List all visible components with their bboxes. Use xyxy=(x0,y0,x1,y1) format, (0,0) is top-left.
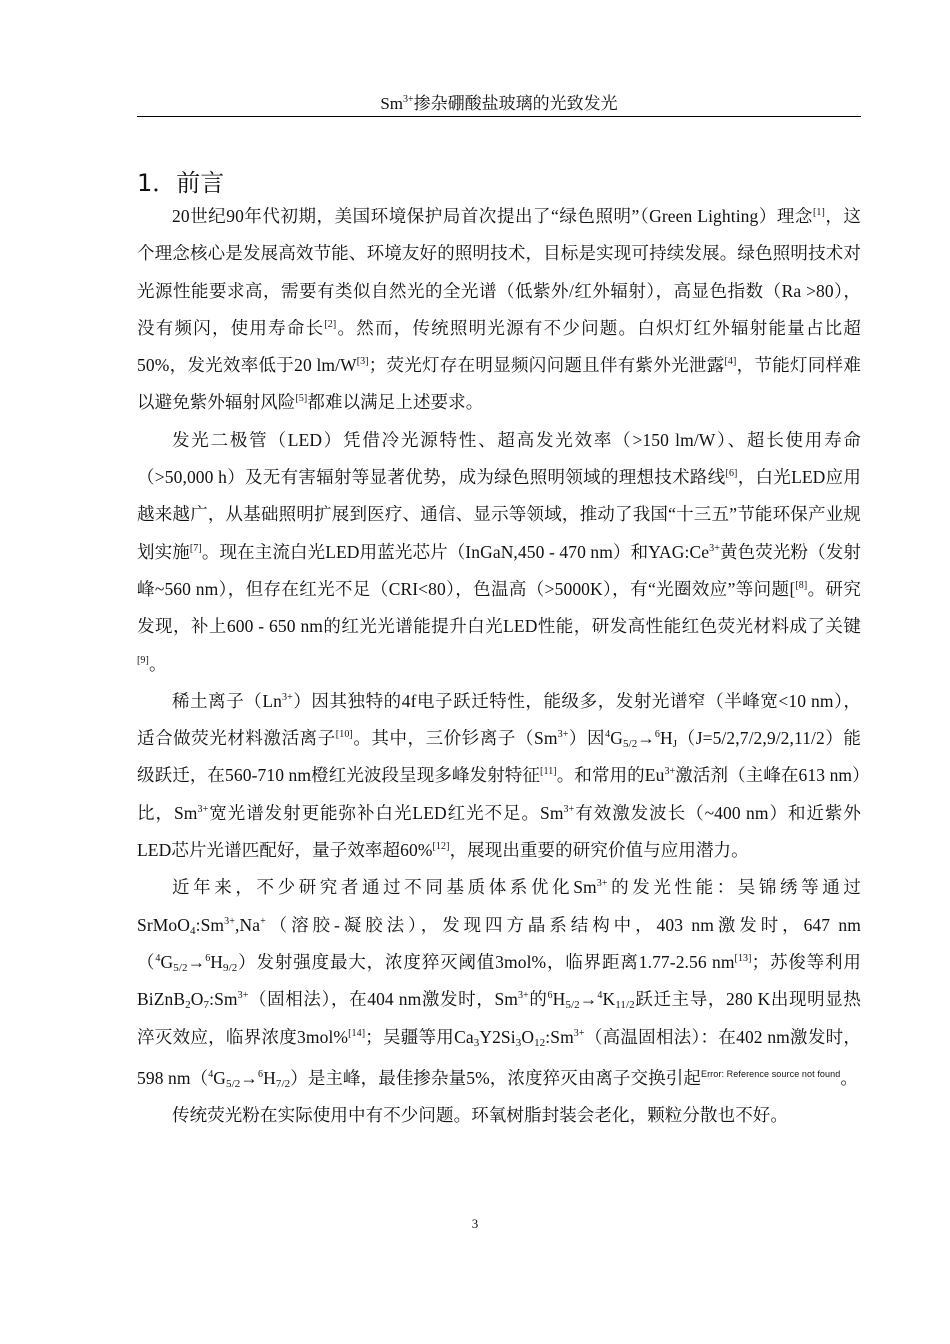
text-run: 。 xyxy=(840,1067,858,1088)
text-run: ；吴疆等用Ca xyxy=(365,1026,474,1047)
text-run: G xyxy=(160,951,174,972)
text-run: H xyxy=(552,989,566,1010)
citation-ref: [9] xyxy=(137,654,149,666)
subscript: 4 xyxy=(190,924,196,937)
section-heading xyxy=(137,166,224,200)
subscript: 5/2 xyxy=(565,999,580,1012)
superscript: 3+ xyxy=(197,803,209,815)
text-run: → xyxy=(240,1067,259,1088)
superscript: 3+ xyxy=(237,990,249,1002)
text-run: G xyxy=(213,1067,227,1088)
subscript: 5/2 xyxy=(226,1077,241,1090)
text-run: ，这个理念核心是发展高效节能、环境友好的照明技术，目标是实现可持续发展。绿色照明技术对光源性能要求高，需要有类似自然光的全光谱（低紫外/红外辐射），高显色指数（Ra >80），没有频闪，使用寿命长 xyxy=(137,206,862,338)
text-run: 都难以满足上述要求。 xyxy=(307,392,484,413)
text-run: → xyxy=(579,989,598,1010)
paragraph-4 xyxy=(137,869,861,1097)
superscript: 4 xyxy=(208,1068,214,1080)
text-run: 。其中，三价钐离子（Sm xyxy=(352,728,558,749)
subscript: 11/2 xyxy=(615,999,635,1012)
text-run: G xyxy=(610,728,623,749)
text-run: K xyxy=(602,989,616,1010)
superscript: + xyxy=(260,915,266,927)
text-run: ）因 xyxy=(568,728,606,749)
text-run: → xyxy=(187,951,206,972)
text-run: Y2Si xyxy=(479,1026,516,1047)
superscript: 3+ xyxy=(664,766,676,778)
subscript: 7 xyxy=(203,999,210,1012)
text-run: O xyxy=(190,989,204,1010)
text-run: 黄色荧光粉（发射峰~560 nm），但存在红光不足（CRI<80），色温高（>5000K），有“光圈效应”等问题[ xyxy=(137,541,861,599)
paragraph-3 xyxy=(137,683,861,869)
superscript: 6 xyxy=(654,729,661,741)
text-run: 的 xyxy=(528,989,548,1010)
citation-ref: [12] xyxy=(432,841,450,853)
subscript: J xyxy=(672,738,678,751)
header-title-prefix: Sm xyxy=(380,94,404,113)
text-run: 20世纪90年代初期，美国环境保护局首次提出了“绿色照明”（Green Lighting）理念 xyxy=(172,206,813,226)
superscript: 6 xyxy=(547,990,553,1002)
superscript: 3+ xyxy=(563,803,575,815)
running-header xyxy=(137,92,861,116)
superscript: 3+ xyxy=(709,542,720,554)
text-run: （J=5/2,7/2,9/2,11/2）能级跃迁，在560-710 nm橙红光波段呈现多峰发射特征 xyxy=(137,728,861,786)
text-run: ，展现出重要的研究价值与应用潜力。 xyxy=(449,840,749,861)
text-run: 发光二极管（LED）凭借冷光源特性、超高发光效率（>150 lm/W）、超长使用寿命（>50,000 h）及无有害辐射等显著优势，成为绿色照明领域的理想技术路线 xyxy=(137,429,861,488)
text-run: 。现在主流白光LED用蓝光芯片（InGaN,450 - 470 nm）和YAG:Ce xyxy=(201,541,710,562)
superscript: 3+ xyxy=(518,990,529,1002)
text-run: 有效激发波长（~400 nm）和近紫外LED芯片光谱匹配好，量子效率超60% xyxy=(137,802,861,861)
superscript: 3+ xyxy=(573,1027,585,1039)
superscript: 3+ xyxy=(282,691,293,703)
text-run: :Sm xyxy=(209,989,238,1010)
superscript: 3+ xyxy=(557,729,569,741)
page-number: 3 xyxy=(471,1216,479,1231)
text-run: → xyxy=(637,728,655,749)
subscript: 3 xyxy=(515,1036,522,1049)
superscript: 6 xyxy=(258,1068,264,1080)
citation-ref: [3] xyxy=(356,356,369,368)
text-run: （固相法），在404 nm激发时，Sm xyxy=(248,989,518,1010)
subscript: 12 xyxy=(534,1036,546,1049)
superscript: 3+ xyxy=(596,878,608,890)
citation-ref: [14] xyxy=(348,1027,366,1039)
subscript: 3 xyxy=(473,1036,480,1049)
reference-error-note: Error: Reference source not found xyxy=(700,1068,841,1079)
section-title: 前言 xyxy=(176,169,225,198)
header-title-sup: 3+ xyxy=(403,94,414,105)
superscript: 4 xyxy=(605,729,611,741)
superscript: 3+ xyxy=(224,915,235,927)
text-run: 。 xyxy=(148,653,167,674)
text-run: 。研究发现，补上600 - 650 nm的红光光谱能提升白光LED性能，研发高性能红色荧光材料成了关键 xyxy=(137,578,861,637)
citation-ref: [7] xyxy=(189,542,202,554)
header-rule xyxy=(137,116,861,117)
text-run: H xyxy=(263,1067,276,1088)
citation-ref: [8] xyxy=(795,579,808,591)
subscript: 7/2 xyxy=(275,1077,291,1090)
text-run: 跃迁主导，280 K出现明显热淬灭效应，临界浓度3mol% xyxy=(137,989,861,1047)
text-run: :Sm xyxy=(545,1026,574,1047)
section-number: 1． xyxy=(137,169,177,198)
text-run: :Sm xyxy=(195,914,225,935)
text-run: 稀土离子（Ln xyxy=(172,690,282,711)
citation-ref: [1] xyxy=(812,207,825,218)
subscript: 5/2 xyxy=(622,738,638,751)
text-run: O xyxy=(521,1026,535,1047)
superscript: 4 xyxy=(155,952,161,964)
citation-ref: [11] xyxy=(540,766,557,778)
text-run: 近年来，不少研究者通过不同基质体系优化Sm xyxy=(172,877,597,898)
text-run: （高温固相法）：在402 nm激发时，598 nm（ xyxy=(137,1026,862,1088)
body-text xyxy=(137,198,861,1134)
text-run: ；苏俊等利用BiZnB xyxy=(137,951,861,1010)
citation-ref: [6] xyxy=(725,468,738,480)
text-run: ，节能灯同样难以避免紫外辐射风险 xyxy=(137,355,861,413)
citation-ref: [5] xyxy=(295,393,308,405)
subscript: 5/2 xyxy=(173,961,188,974)
text-run: 的发光性能：吴锦绣等通过SrMoO xyxy=(137,877,861,935)
text-run: ）发射强度最大，浓度猝灭阈值3mol%，临界距离1.77-2.56 nm xyxy=(237,951,735,972)
citation-ref: [2] xyxy=(324,318,337,330)
text-run: 。然而，传统照明光源有不少问题。白炽灯红外辐射能量占比超50%，发光效率低于20 lm/W xyxy=(137,317,861,376)
text-run: ，白光LED应用越来越广，从基础照明扩展到医疗、通信、显示等领域，推动了我国“十三五”节能环保产业规划实施 xyxy=(137,467,861,562)
text-run: 传统荧光粉在实际使用中有不少问题。环氧树脂封装会老化，颗粒分散也不好。 xyxy=(172,1105,788,1126)
text-run: 宽光谱发射更能弥补白光LED红光不足。Sm xyxy=(208,802,564,823)
paragraph-5 xyxy=(137,1097,861,1134)
superscript: 6 xyxy=(205,952,211,964)
superscript: 4 xyxy=(597,990,603,1002)
paragraph-1 xyxy=(137,198,861,422)
paragraph-2 xyxy=(137,422,861,683)
subscript: 9/2 xyxy=(223,961,238,974)
text-run: ；荧光灯存在明显频闪问题且伴有紫外光泄露 xyxy=(368,355,725,376)
text-run: 激活剂（主峰在613 nm）比，Sm xyxy=(137,765,862,823)
text-run: ）因其独特的4f电子跃迁特性，能级多，发射光谱窄（半峰宽<10 nm），适合做荧光材料激活离子 xyxy=(137,690,861,749)
subscript: 2 xyxy=(185,999,191,1012)
text-run: H xyxy=(660,728,673,749)
citation-ref: [13] xyxy=(734,952,752,964)
text-run: （溶胶-凝胶法），发现四方晶系结构中，403 nm激发时，647 nm（ xyxy=(137,914,861,972)
text-run: 。和常用的Eu xyxy=(556,765,665,786)
citation-ref: [4] xyxy=(724,356,737,368)
text-run: H xyxy=(210,951,224,972)
text-run: ）是主峰，最佳掺杂量5%，浓度猝灭由离子交换引起 xyxy=(290,1067,701,1088)
header-title-rest: 掺杂硼酸盐玻璃的光致发光 xyxy=(413,94,618,113)
citation-ref: [10] xyxy=(335,729,353,741)
text-run: ,Na xyxy=(234,914,261,935)
